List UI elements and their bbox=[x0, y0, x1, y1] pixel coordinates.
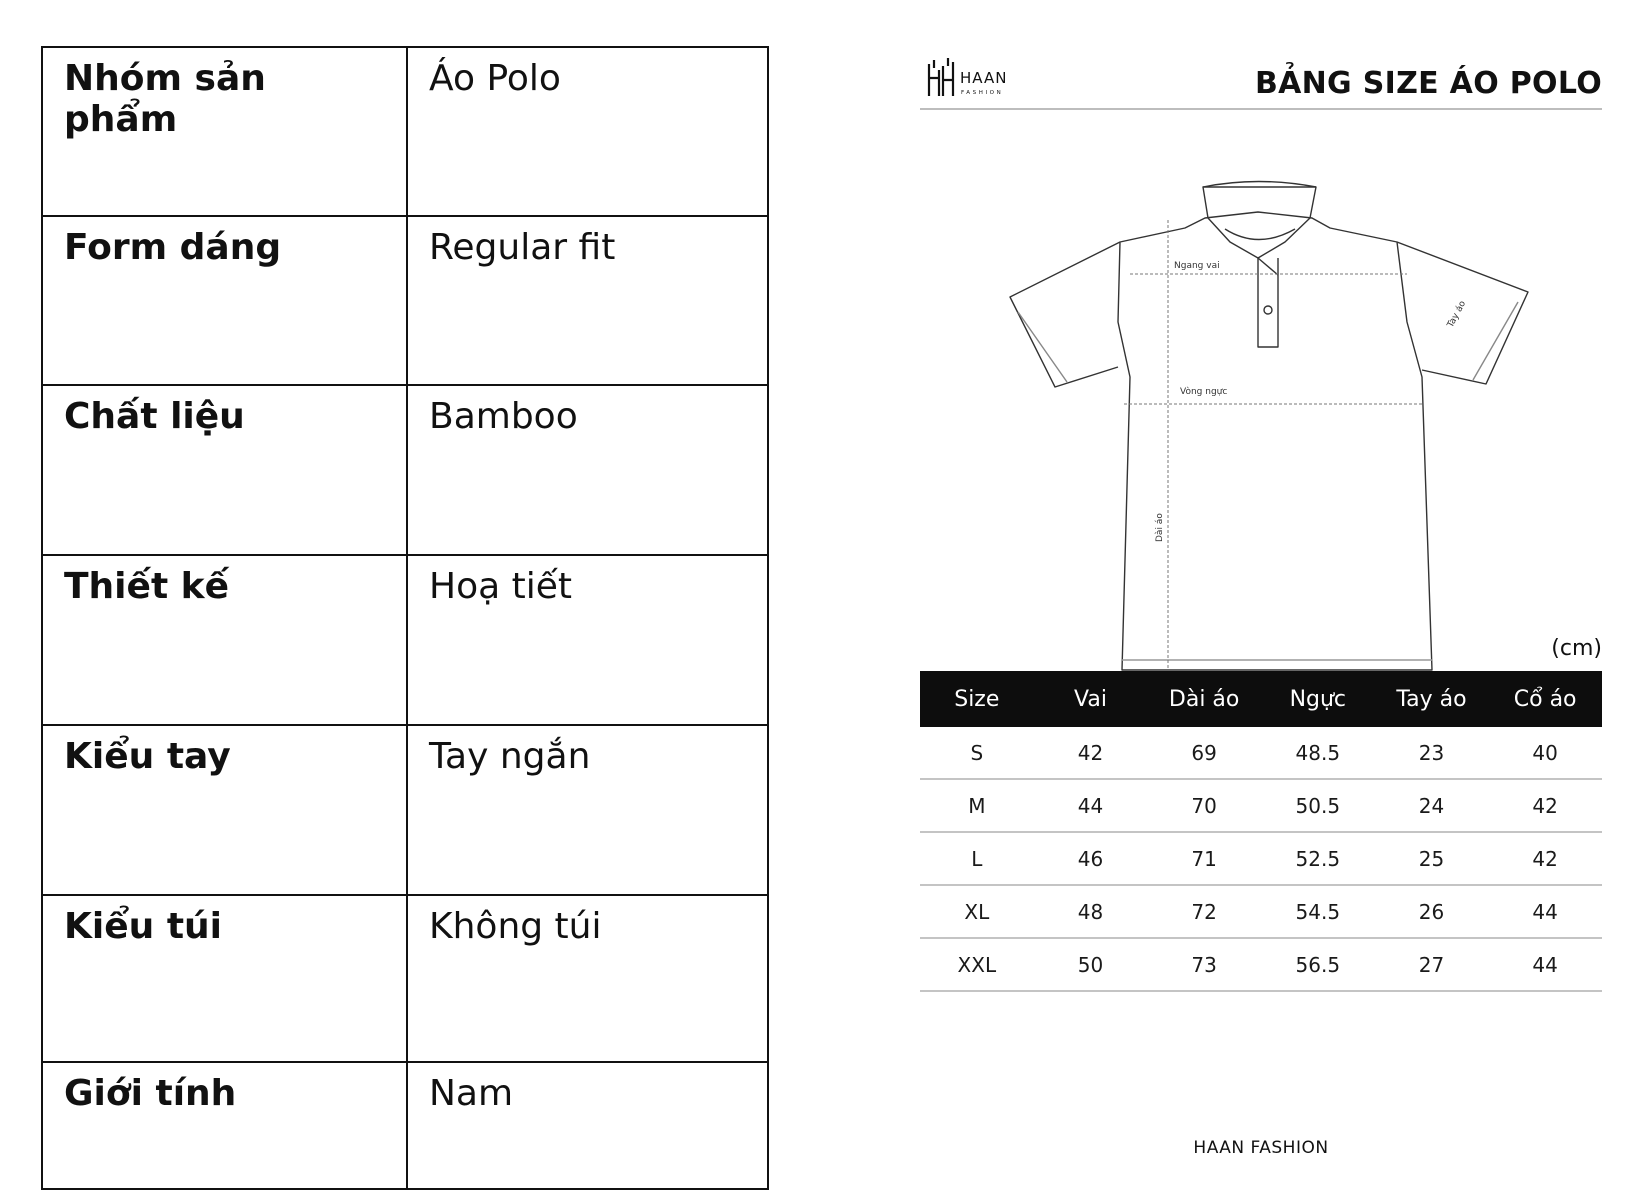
size-cell: 52.5 bbox=[1261, 832, 1375, 885]
size-cell: 23 bbox=[1375, 727, 1489, 779]
spec-value: Không túi bbox=[407, 895, 768, 1062]
size-cell: 42 bbox=[1488, 832, 1602, 885]
spec-row bbox=[42, 555, 768, 725]
size-cell: 44 bbox=[1488, 938, 1602, 991]
size-row bbox=[920, 832, 1602, 885]
size-cell: 54.5 bbox=[1261, 885, 1375, 938]
brand-logo-text: HAAN bbox=[960, 69, 1008, 87]
brand-logo-subtext: FASHION bbox=[961, 90, 1004, 96]
size-cell: 48 bbox=[1034, 885, 1148, 938]
size-cell: 27 bbox=[1375, 938, 1489, 991]
unit-label: (cm) bbox=[1551, 636, 1602, 661]
size-cell: 50 bbox=[1034, 938, 1148, 991]
label-shoulder: Ngang vai bbox=[1174, 261, 1220, 271]
label-sleeve: Tay áo bbox=[1445, 299, 1469, 330]
size-cell: 46 bbox=[1034, 832, 1148, 885]
size-cell: 44 bbox=[1488, 885, 1602, 938]
size-cell: 24 bbox=[1375, 779, 1489, 832]
spec-value: Bamboo bbox=[407, 385, 768, 555]
spec-row bbox=[42, 895, 768, 1062]
size-table bbox=[920, 671, 1602, 992]
col-header: Size bbox=[920, 671, 1034, 727]
size-table-header bbox=[920, 671, 1602, 727]
spec-value: Regular fit bbox=[407, 216, 768, 385]
title-divider bbox=[920, 108, 1602, 110]
size-cell: XL bbox=[920, 885, 1034, 938]
spec-label: Chất liệu bbox=[42, 385, 407, 555]
size-row bbox=[920, 938, 1602, 991]
spec-label: Form dáng bbox=[42, 216, 407, 385]
size-cell: 56.5 bbox=[1261, 938, 1375, 991]
size-cell: 71 bbox=[1147, 832, 1261, 885]
spec-label: Kiểu tay bbox=[42, 725, 407, 895]
spec-row bbox=[42, 385, 768, 555]
spec-label: Giới tính bbox=[42, 1062, 407, 1189]
spec-row bbox=[42, 216, 768, 385]
spec-value: Áo Polo bbox=[407, 47, 768, 216]
size-cell: 42 bbox=[1488, 779, 1602, 832]
spec-value: Nam bbox=[407, 1062, 768, 1189]
spec-row bbox=[42, 725, 768, 895]
size-cell: 48.5 bbox=[1261, 727, 1375, 779]
spec-label: Thiết kế bbox=[42, 555, 407, 725]
col-header: Ngực bbox=[1261, 671, 1375, 727]
size-chart-title: BẢNG SIZE ÁO POLO bbox=[1254, 66, 1602, 101]
size-chart bbox=[920, 44, 1602, 1174]
product-spec-table bbox=[41, 46, 769, 1190]
spec-label: Nhóm sản phẩm bbox=[42, 47, 407, 216]
size-row bbox=[920, 885, 1602, 938]
spec-value: Tay ngắn bbox=[407, 725, 768, 895]
size-row bbox=[920, 727, 1602, 779]
col-header: Vai bbox=[1034, 671, 1148, 727]
size-cell: 73 bbox=[1147, 938, 1261, 991]
label-length: Dài áo bbox=[1155, 513, 1165, 542]
spec-value: Hoạ tiết bbox=[407, 555, 768, 725]
size-cell: 72 bbox=[1147, 885, 1261, 938]
size-cell: 40 bbox=[1488, 727, 1602, 779]
size-cell: XXL bbox=[920, 938, 1034, 991]
size-cell: 42 bbox=[1034, 727, 1148, 779]
polo-shirt-diagram bbox=[990, 132, 1550, 702]
size-cell: 26 bbox=[1375, 885, 1489, 938]
spec-label: Kiểu túi bbox=[42, 895, 407, 1062]
col-header: Tay áo bbox=[1375, 671, 1489, 727]
size-cell: 44 bbox=[1034, 779, 1148, 832]
size-cell: 69 bbox=[1147, 727, 1261, 779]
size-cell: S bbox=[920, 727, 1034, 779]
size-row bbox=[920, 779, 1602, 832]
size-cell: M bbox=[920, 779, 1034, 832]
spec-row bbox=[42, 1062, 768, 1189]
label-chest: Vòng ngực bbox=[1180, 387, 1228, 397]
col-header: Cổ áo bbox=[1488, 671, 1602, 727]
size-cell: 70 bbox=[1147, 779, 1261, 832]
size-cell: 50.5 bbox=[1261, 779, 1375, 832]
brand-footer: HAAN FASHION bbox=[1193, 1138, 1329, 1158]
col-header: Dài áo bbox=[1147, 671, 1261, 727]
size-cell: L bbox=[920, 832, 1034, 885]
size-cell: 25 bbox=[1375, 832, 1489, 885]
brand-logo bbox=[925, 56, 1035, 102]
spec-row bbox=[42, 47, 768, 216]
